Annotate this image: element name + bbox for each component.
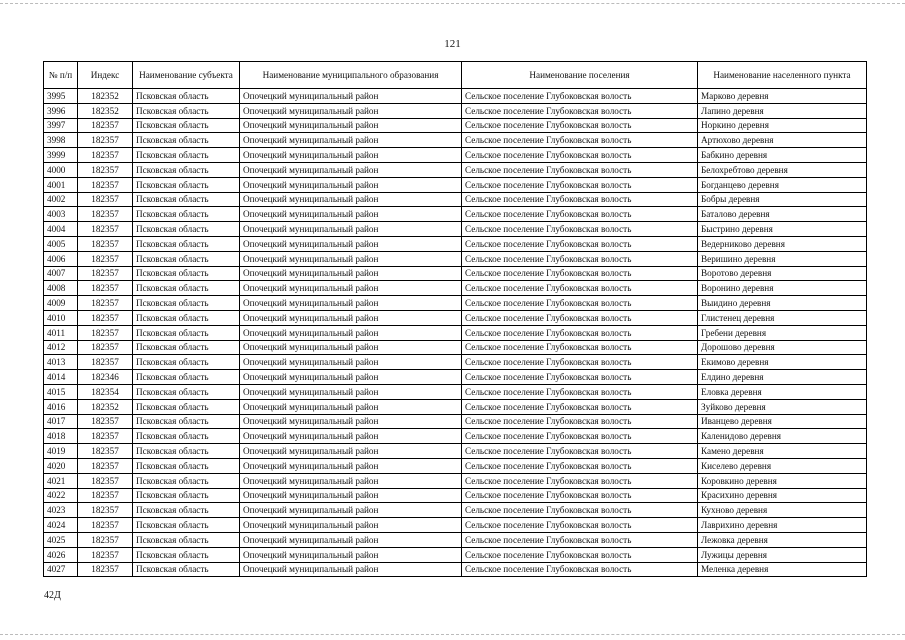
cell-municipality: Опочецкий муниципальный район <box>240 429 462 444</box>
cell-index: 182357 <box>78 266 133 281</box>
cell-index: 182357 <box>78 488 133 503</box>
cell-index: 182357 <box>78 518 133 533</box>
table-row <box>44 222 867 237</box>
cell-index: 182357 <box>78 444 133 459</box>
cell-locality: Коровкино деревня <box>698 473 867 488</box>
cell-row-number: 4019 <box>44 444 78 459</box>
table-row <box>44 532 867 547</box>
cell-settlement: Сельское поселение Глубоковская волость <box>462 251 698 266</box>
cell-municipality: Опочецкий муниципальный район <box>240 355 462 370</box>
cell-municipality: Опочецкий муниципальный район <box>240 488 462 503</box>
cell-row-number: 3996 <box>44 103 78 118</box>
cell-index: 182357 <box>78 207 133 222</box>
cell-subject: Псковская область <box>133 355 240 370</box>
table-row <box>44 547 867 562</box>
cell-locality: Иванцево деревня <box>698 414 867 429</box>
table-row <box>44 148 867 163</box>
cell-subject: Псковская область <box>133 310 240 325</box>
cell-locality: Глистенец деревня <box>698 310 867 325</box>
cell-municipality: Опочецкий муниципальный район <box>240 340 462 355</box>
cell-municipality: Опочецкий муниципальный район <box>240 458 462 473</box>
cell-subject: Псковская область <box>133 429 240 444</box>
header-municipality: Наименование муниципального образования <box>240 62 462 89</box>
cell-municipality: Опочецкий муниципальный район <box>240 296 462 311</box>
table-row <box>44 370 867 385</box>
cell-settlement: Сельское поселение Глубоковская волость <box>462 192 698 207</box>
cell-locality: Дорошово деревня <box>698 340 867 355</box>
cell-row-number: 4015 <box>44 384 78 399</box>
cell-row-number: 4007 <box>44 266 78 281</box>
scan-edge-bottom <box>0 634 905 635</box>
cell-settlement: Сельское поселение Глубоковская волость <box>462 532 698 547</box>
cell-settlement: Сельское поселение Глубоковская волость <box>462 414 698 429</box>
cell-municipality: Опочецкий муниципальный район <box>240 281 462 296</box>
cell-index: 182357 <box>78 177 133 192</box>
cell-locality: Киселево деревня <box>698 458 867 473</box>
cell-locality: Лужицы деревня <box>698 547 867 562</box>
cell-row-number: 4026 <box>44 547 78 562</box>
cell-index: 182352 <box>78 89 133 104</box>
cell-municipality: Опочецкий муниципальный район <box>240 177 462 192</box>
cell-settlement: Сельское поселение Глубоковская волость <box>462 133 698 148</box>
cell-index: 182357 <box>78 325 133 340</box>
cell-municipality: Опочецкий муниципальный район <box>240 192 462 207</box>
cell-subject: Псковская область <box>133 473 240 488</box>
cell-municipality: Опочецкий муниципальный район <box>240 532 462 547</box>
cell-row-number: 3997 <box>44 118 78 133</box>
header-locality: Наименование населенного пункта <box>698 62 867 89</box>
page-number: 121 <box>444 38 461 50</box>
cell-settlement: Сельское поселение Глубоковская волость <box>462 266 698 281</box>
cell-index: 182357 <box>78 236 133 251</box>
cell-index: 182357 <box>78 547 133 562</box>
cell-row-number: 4003 <box>44 207 78 222</box>
table-body <box>44 89 867 577</box>
table-header-row <box>44 62 867 89</box>
cell-index: 182346 <box>78 370 133 385</box>
cell-index: 182357 <box>78 429 133 444</box>
cell-subject: Псковская область <box>133 162 240 177</box>
cell-municipality: Опочецкий муниципальный район <box>240 251 462 266</box>
cell-settlement: Сельское поселение Глубоковская волость <box>462 370 698 385</box>
cell-subject: Псковская область <box>133 192 240 207</box>
cell-row-number: 4017 <box>44 414 78 429</box>
table-row <box>44 236 867 251</box>
cell-locality: Каленидово деревня <box>698 429 867 444</box>
cell-row-number: 4005 <box>44 236 78 251</box>
cell-subject: Псковская область <box>133 532 240 547</box>
table-row <box>44 340 867 355</box>
cell-settlement: Сельское поселение Глубоковская волость <box>462 340 698 355</box>
cell-row-number: 4018 <box>44 429 78 444</box>
cell-municipality: Опочецкий муниципальный район <box>240 503 462 518</box>
cell-municipality: Опочецкий муниципальный район <box>240 133 462 148</box>
cell-index: 182357 <box>78 340 133 355</box>
cell-settlement: Сельское поселение Глубоковская волость <box>462 547 698 562</box>
cell-row-number: 4027 <box>44 562 78 577</box>
cell-locality: Норкино деревня <box>698 118 867 133</box>
cell-settlement: Сельское поселение Глубоковская волость <box>462 355 698 370</box>
cell-subject: Псковская область <box>133 118 240 133</box>
cell-settlement: Сельское поселение Глубоковская волость <box>462 222 698 237</box>
cell-index: 182357 <box>78 192 133 207</box>
cell-subject: Псковская область <box>133 518 240 533</box>
table-row <box>44 162 867 177</box>
cell-subject: Псковская область <box>133 133 240 148</box>
cell-locality: Артюхово деревня <box>698 133 867 148</box>
header-row-number: № п/п <box>44 62 78 89</box>
cell-settlement: Сельское поселение Глубоковская волость <box>462 310 698 325</box>
cell-row-number: 4020 <box>44 458 78 473</box>
cell-subject: Псковская область <box>133 266 240 281</box>
cell-settlement: Сельское поселение Глубоковская волость <box>462 488 698 503</box>
cell-settlement: Сельское поселение Глубоковская волость <box>462 562 698 577</box>
cell-municipality: Опочецкий муниципальный район <box>240 518 462 533</box>
table-row <box>44 310 867 325</box>
cell-subject: Псковская область <box>133 222 240 237</box>
cell-locality: Еловка деревня <box>698 384 867 399</box>
cell-subject: Псковская область <box>133 281 240 296</box>
cell-row-number: 4010 <box>44 310 78 325</box>
cell-index: 182357 <box>78 473 133 488</box>
cell-locality: Белохребтово деревня <box>698 162 867 177</box>
cell-subject: Псковская область <box>133 207 240 222</box>
cell-settlement: Сельское поселение Глубоковская волость <box>462 148 698 163</box>
cell-settlement: Сельское поселение Глубоковская волость <box>462 518 698 533</box>
cell-index: 182357 <box>78 118 133 133</box>
cell-subject: Псковская область <box>133 503 240 518</box>
scan-edge-top <box>0 3 905 4</box>
cell-row-number: 4025 <box>44 532 78 547</box>
cell-locality: Воронино деревня <box>698 281 867 296</box>
cell-locality: Богданцево деревня <box>698 177 867 192</box>
cell-municipality: Опочецкий муниципальный район <box>240 236 462 251</box>
cell-municipality: Опочецкий муниципальный район <box>240 444 462 459</box>
cell-index: 182357 <box>78 503 133 518</box>
cell-subject: Псковская область <box>133 340 240 355</box>
settlements-table <box>43 61 867 577</box>
cell-locality: Гребени деревня <box>698 325 867 340</box>
cell-row-number: 4011 <box>44 325 78 340</box>
cell-subject: Псковская область <box>133 444 240 459</box>
cell-subject: Псковская область <box>133 399 240 414</box>
cell-municipality: Опочецкий муниципальный район <box>240 118 462 133</box>
cell-municipality: Опочецкий муниципальный район <box>240 325 462 340</box>
cell-row-number: 3995 <box>44 89 78 104</box>
table-row <box>44 503 867 518</box>
cell-locality: Елдино деревня <box>698 370 867 385</box>
cell-subject: Псковская область <box>133 236 240 251</box>
table-row <box>44 103 867 118</box>
table-row <box>44 325 867 340</box>
cell-index: 182357 <box>78 133 133 148</box>
cell-subject: Псковская область <box>133 384 240 399</box>
cell-locality: Лежовка деревня <box>698 532 867 547</box>
cell-row-number: 4012 <box>44 340 78 355</box>
cell-settlement: Сельское поселение Глубоковская волость <box>462 503 698 518</box>
table-row <box>44 384 867 399</box>
cell-settlement: Сельское поселение Глубоковская волость <box>462 103 698 118</box>
cell-municipality: Опочецкий муниципальный район <box>240 162 462 177</box>
table-row <box>44 207 867 222</box>
header-subject: Наименование субъекта <box>133 62 240 89</box>
cell-municipality: Опочецкий муниципальный район <box>240 89 462 104</box>
cell-settlement: Сельское поселение Глубоковская волость <box>462 177 698 192</box>
cell-municipality: Опочецкий муниципальный район <box>240 414 462 429</box>
cell-index: 182357 <box>78 355 133 370</box>
table-row <box>44 355 867 370</box>
cell-subject: Псковская область <box>133 148 240 163</box>
cell-locality: Выидино деревня <box>698 296 867 311</box>
cell-row-number: 4000 <box>44 162 78 177</box>
table-row <box>44 414 867 429</box>
cell-locality: Кухново деревня <box>698 503 867 518</box>
table-row <box>44 444 867 459</box>
table-row <box>44 473 867 488</box>
cell-row-number: 4004 <box>44 222 78 237</box>
cell-subject: Псковская область <box>133 414 240 429</box>
cell-row-number: 4008 <box>44 281 78 296</box>
cell-index: 182357 <box>78 251 133 266</box>
cell-settlement: Сельское поселение Глубоковская волость <box>462 281 698 296</box>
cell-locality: Веришино деревня <box>698 251 867 266</box>
cell-index: 182352 <box>78 399 133 414</box>
cell-locality: Бабкино деревня <box>698 148 867 163</box>
cell-row-number: 4022 <box>44 488 78 503</box>
cell-row-number: 4021 <box>44 473 78 488</box>
cell-locality: Камено деревня <box>698 444 867 459</box>
cell-row-number: 4013 <box>44 355 78 370</box>
cell-index: 182352 <box>78 103 133 118</box>
cell-row-number: 3998 <box>44 133 78 148</box>
cell-settlement: Сельское поселение Глубоковская волость <box>462 207 698 222</box>
cell-index: 182357 <box>78 310 133 325</box>
table-row <box>44 518 867 533</box>
cell-row-number: 4002 <box>44 192 78 207</box>
cell-subject: Псковская область <box>133 370 240 385</box>
cell-locality: Меленка деревня <box>698 562 867 577</box>
cell-row-number: 4014 <box>44 370 78 385</box>
header-settlement: Наименование поселения <box>462 62 698 89</box>
cell-settlement: Сельское поселение Глубоковская волость <box>462 399 698 414</box>
cell-subject: Псковская область <box>133 547 240 562</box>
cell-locality: Екимово деревня <box>698 355 867 370</box>
cell-index: 182357 <box>78 532 133 547</box>
table-row <box>44 133 867 148</box>
cell-row-number: 3999 <box>44 148 78 163</box>
table-row <box>44 118 867 133</box>
cell-row-number: 4006 <box>44 251 78 266</box>
table-row <box>44 251 867 266</box>
cell-index: 182357 <box>78 296 133 311</box>
cell-settlement: Сельское поселение Глубоковская волость <box>462 429 698 444</box>
cell-row-number: 4023 <box>44 503 78 518</box>
table-row <box>44 458 867 473</box>
cell-locality: Бобры деревня <box>698 192 867 207</box>
table-row <box>44 399 867 414</box>
cell-subject: Псковская область <box>133 89 240 104</box>
header-index: Индекс <box>78 62 133 89</box>
cell-locality: Воротово деревня <box>698 266 867 281</box>
cell-index: 182357 <box>78 562 133 577</box>
cell-settlement: Сельское поселение Глубоковская волость <box>462 444 698 459</box>
cell-row-number: 4016 <box>44 399 78 414</box>
cell-locality: Быстрино деревня <box>698 222 867 237</box>
cell-subject: Псковская область <box>133 325 240 340</box>
table-row <box>44 266 867 281</box>
cell-row-number: 4024 <box>44 518 78 533</box>
cell-municipality: Опочецкий муниципальный район <box>240 207 462 222</box>
table-row <box>44 281 867 296</box>
cell-municipality: Опочецкий муниципальный район <box>240 370 462 385</box>
cell-index: 182357 <box>78 222 133 237</box>
table-row <box>44 488 867 503</box>
cell-settlement: Сельское поселение Глубоковская волость <box>462 473 698 488</box>
cell-index: 182357 <box>78 458 133 473</box>
cell-municipality: Опочецкий муниципальный район <box>240 399 462 414</box>
cell-settlement: Сельское поселение Глубоковская волость <box>462 296 698 311</box>
cell-subject: Псковская область <box>133 296 240 311</box>
cell-locality: Ведерниково деревня <box>698 236 867 251</box>
cell-municipality: Опочецкий муниципальный район <box>240 562 462 577</box>
cell-locality: Красихино деревня <box>698 488 867 503</box>
cell-settlement: Сельское поселение Глубоковская волость <box>462 384 698 399</box>
table-row <box>44 296 867 311</box>
footer-code: 42Д <box>44 590 61 601</box>
table-row <box>44 89 867 104</box>
cell-settlement: Сельское поселение Глубоковская волость <box>462 118 698 133</box>
table-row <box>44 192 867 207</box>
table-row <box>44 562 867 577</box>
cell-index: 182354 <box>78 384 133 399</box>
cell-settlement: Сельское поселение Глубоковская волость <box>462 236 698 251</box>
cell-locality: Зуйково деревня <box>698 399 867 414</box>
table-row <box>44 177 867 192</box>
cell-index: 182357 <box>78 162 133 177</box>
cell-locality: Лаврихино деревня <box>698 518 867 533</box>
cell-locality: Баталово деревня <box>698 207 867 222</box>
cell-index: 182357 <box>78 148 133 163</box>
cell-municipality: Опочецкий муниципальный район <box>240 310 462 325</box>
cell-settlement: Сельское поселение Глубоковская волость <box>462 325 698 340</box>
cell-municipality: Опочецкий муниципальный район <box>240 103 462 118</box>
cell-row-number: 4001 <box>44 177 78 192</box>
cell-subject: Псковская область <box>133 488 240 503</box>
cell-municipality: Опочецкий муниципальный район <box>240 547 462 562</box>
cell-municipality: Опочецкий муниципальный район <box>240 222 462 237</box>
cell-locality: Лапино деревня <box>698 103 867 118</box>
cell-municipality: Опочецкий муниципальный район <box>240 148 462 163</box>
cell-row-number: 4009 <box>44 296 78 311</box>
cell-subject: Псковская область <box>133 103 240 118</box>
cell-municipality: Опочецкий муниципальный район <box>240 266 462 281</box>
cell-index: 182357 <box>78 281 133 296</box>
cell-municipality: Опочецкий муниципальный район <box>240 473 462 488</box>
cell-locality: Марково деревня <box>698 89 867 104</box>
cell-subject: Псковская область <box>133 562 240 577</box>
cell-settlement: Сельское поселение Глубоковская волость <box>462 162 698 177</box>
cell-subject: Псковская область <box>133 177 240 192</box>
cell-subject: Псковская область <box>133 458 240 473</box>
cell-settlement: Сельское поселение Глубоковская волость <box>462 458 698 473</box>
cell-index: 182357 <box>78 414 133 429</box>
table-row <box>44 429 867 444</box>
cell-settlement: Сельское поселение Глубоковская волость <box>462 89 698 104</box>
cell-subject: Псковская область <box>133 251 240 266</box>
cell-municipality: Опочецкий муниципальный район <box>240 384 462 399</box>
